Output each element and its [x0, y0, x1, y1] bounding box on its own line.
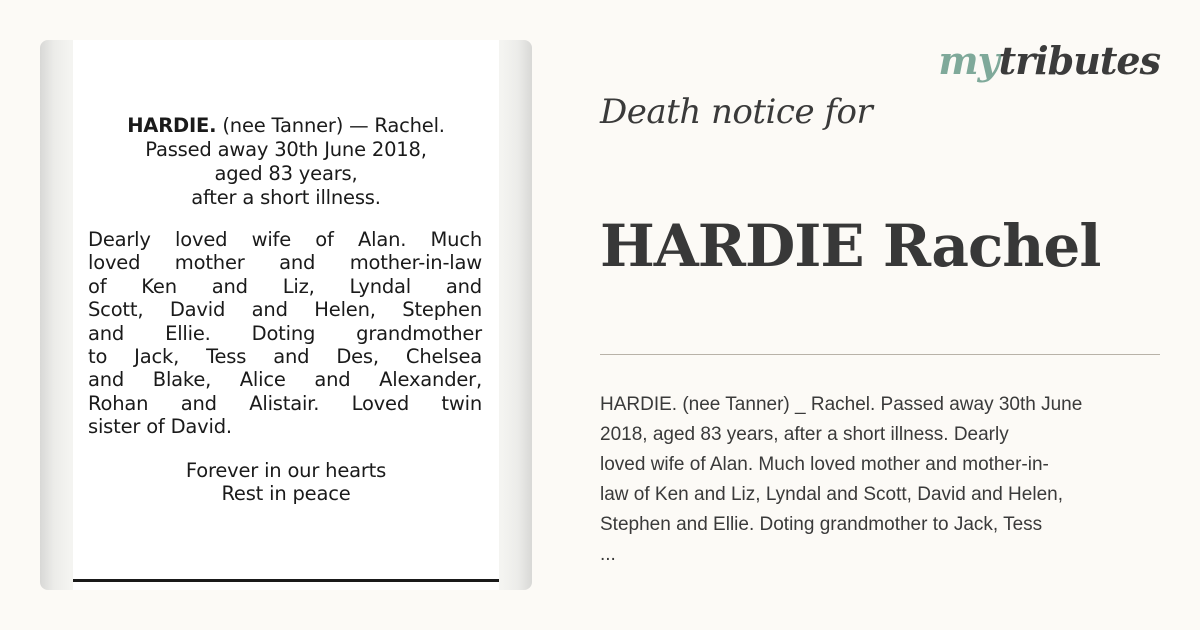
notice-header-line-4: after a short illness.: [191, 186, 381, 209]
excerpt-line: 2018, aged 83 years, after a short illness. Dearly: [600, 424, 1009, 445]
logo-my: my: [938, 38, 999, 83]
page-subtitle: Death notice for: [600, 92, 873, 132]
notice-header-rest: (nee Tanner) — Rachel.: [216, 114, 445, 137]
notice-surname: HARDIE.: [127, 114, 217, 137]
notice-header: [73, 114, 499, 210]
excerpt-line: HARDIE. (nee Tanner) _ Rachel. Passed away 30th June: [600, 394, 1083, 415]
notice-footer-line: Rest in peace: [221, 482, 351, 506]
excerpt-line: Stephen and Ellie. Doting grandmother to Jack, Tess: [600, 514, 1043, 535]
notice-header-line-1: [73, 114, 499, 138]
notice-body-line: and Ellie. Doting grandmother: [88, 321, 482, 345]
notice-image[interactable]: [40, 40, 532, 590]
notice-body-line: sister of David.: [88, 415, 232, 439]
notice-body-line: of Ken and Liz, Lyndal and: [88, 274, 482, 298]
notice-body-line: Scott, David and Helen, Stephen: [88, 298, 482, 322]
notice-header-line-3: aged 83 years,: [214, 162, 358, 185]
mytributes-logo[interactable]: [938, 38, 1160, 83]
notice-footer: [73, 459, 499, 506]
notice-excerpt: [600, 390, 1160, 570]
notice-body-line: Rohan and Alistair. Loved twin: [88, 391, 482, 415]
divider: [600, 354, 1160, 355]
notice-paper: [73, 40, 499, 590]
excerpt-ellipsis: ...: [600, 544, 616, 565]
notice-body: [88, 228, 482, 439]
excerpt-line: law of Ken and Liz, Lyndal and Scott, David and Helen,: [600, 484, 1063, 505]
notice-bottom-rule: [73, 579, 499, 582]
notice-header-line-2: Passed away 30th June 2018,: [145, 138, 427, 161]
notice-body-line: loved mother and mother-in-law: [88, 251, 482, 275]
notice-footer-line: Forever in our hearts: [185, 459, 387, 482]
notice-body-line: Dearly loved wife of Alan. Much: [88, 228, 482, 251]
notice-body-line: and Blake, Alice and Alexander,: [88, 368, 482, 392]
page-title: HARDIE Rachel: [600, 212, 1101, 280]
notice-body-line: to Jack, Tess and Des, Chelsea: [88, 345, 482, 369]
excerpt-line: loved wife of Alan. Much loved mother and mother-in-: [600, 454, 1049, 475]
logo-tributes: tributes: [998, 38, 1160, 83]
